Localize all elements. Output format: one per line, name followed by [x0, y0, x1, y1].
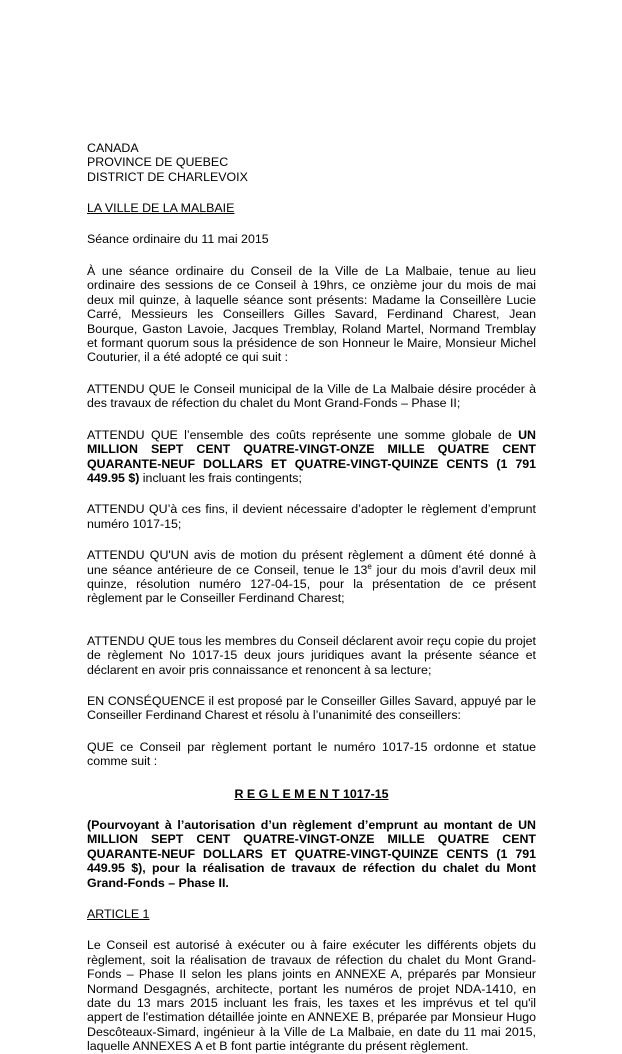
- header-country: CANADA: [87, 141, 139, 155]
- attendu-2: ATTENDU QUE l’ensemble des coûts représente une somme globale de UN MILLION SEPT CENT QUATRE-VINGT-ONZE MILLE QUATRE CENT QUARANTE-NEUF DOLLARS ET QUATRE-VINGT-QUINZE CENTS (1 791 449.95 $) incluant les frais contingents;: [87, 427, 536, 485]
- que-paragraph: QUE ce Conseil par règlement portant le numéro 1017-15 ordonne et statue comme suit :: [87, 739, 536, 769]
- reglement-description: (Pourvoyant à l’autorisation d’un règlement d’emprunt au montant de UN MILLION SEPT CENT QUATRE-VINGT-ONZE MILLE QUATRE CENT QUARANTE-NEUF DOLLARS ET QUATRE-VINGT-QUINZE CENTS (1 791 449.95 $), pour la réalisation de travaux de réfection du chalet du Mont Grand-Fonds – Phase II.: [87, 818, 536, 890]
- attendu-3: ATTENDU QU’à ces fins, il devient nécessaire d’adopter le règlement d’emprunt numéro 1017-15;: [87, 502, 536, 531]
- header-district: DISTRICT DE CHARLEVOIX: [87, 169, 248, 184]
- article-1-text: Le Conseil est autorisé à exécuter ou à faire exécuter les différents objets du règlement, soit la réalisation de travaux de réfection du chalet du Mont Grand-Fonds – Phase II selon les plans joints en ANNEXE A, préparés par Monsieur Normand Desgagnés, architecte, portant les numéros de projet NDA-1410, en date du 13 mars 2015 incluant les frais, les taxes et les imprévus et tel qu'il appert de l'estimation détaillée jointe en ANNEXE B, préparée par Monsieur Hugo Descôteaux-Simard, ingénieur à la Ville de La Malbaie, en date du 11 mai 2015, laquelle ANNEXES A et B font partie intégrante du présent règlement.: [87, 938, 536, 1054]
- header-block: [87, 141, 536, 184]
- reglement-title: R E G L E M E N T 1017-15: [234, 786, 389, 801]
- attendu-1: ATTENDU QUE le Conseil municipal de la Ville de La Malbaie désire procéder à des travaux de réfection du chalet du Mont Grand-Fonds – Phase II;: [87, 381, 536, 411]
- document-page: [87, 141, 536, 1054]
- city-title: LA VILLE DE LA MALBAIE: [87, 201, 235, 216]
- amount-bold: UN MILLION SEPT CENT QUATRE-VINGT-ONZE MILLE QUATRE CENT QUARANTE-NEUF DOLLARS ET QUATRE-VINGT-QUINZE CENTS (1 791 449.95 $): [87, 427, 536, 485]
- article-1-title: ARTICLE 1: [87, 907, 150, 922]
- attendu-4: ATTENDU QU'UN avis de motion du présent règlement a dûment été donné à une séance antérieure de ce Conseil, tenue le 13e jour du mois d’avril deux mil quinze, résolution numéro 127-04-15, pour la présentation de ce présent règlement par le Conseiller Ferdinand Charest;: [87, 548, 536, 606]
- attendu-5: ATTENDU QUE tous les membres du Conseil déclarent avoir reçu copie du projet de règlement No 1017-15 deux jours juridiques avant la présente séance et déclarent en avoir pris connaissance et renoncent à sa lecture;: [87, 633, 536, 677]
- header-province: PROVINCE DE QUEBEC: [87, 155, 229, 170]
- session-line: Séance ordinaire du 11 mai 2015: [87, 231, 269, 246]
- consequence-paragraph: EN CONSÉQUENCE il est proposé par le Conseiller Gilles Savard, appuyé par le Conseiller Ferdinand Charest et résolu à l’unanimité des conseillers:: [87, 693, 536, 723]
- intro-paragraph: À une séance ordinaire du Conseil de la Ville de La Malbaie, tenue au lieu ordinaire des sessions de ce Conseil à 19hrs, ce onzième jour du mois de mai deux mil quinze, à laquelle séance sont présents: Madame la Conseillère Lucie Carré, Messieurs les Conseillers Gilles Savard, Ferdinand Charest, Jean Bourque, Gaston Lavoie, Jacques Tremblay, Roland Martel, Normand Tremblay et formant quorum sous la présidence de son Honneur le Maire, Monsieur Michel Couturier, il a été adopté ce qui suit :: [87, 264, 536, 365]
